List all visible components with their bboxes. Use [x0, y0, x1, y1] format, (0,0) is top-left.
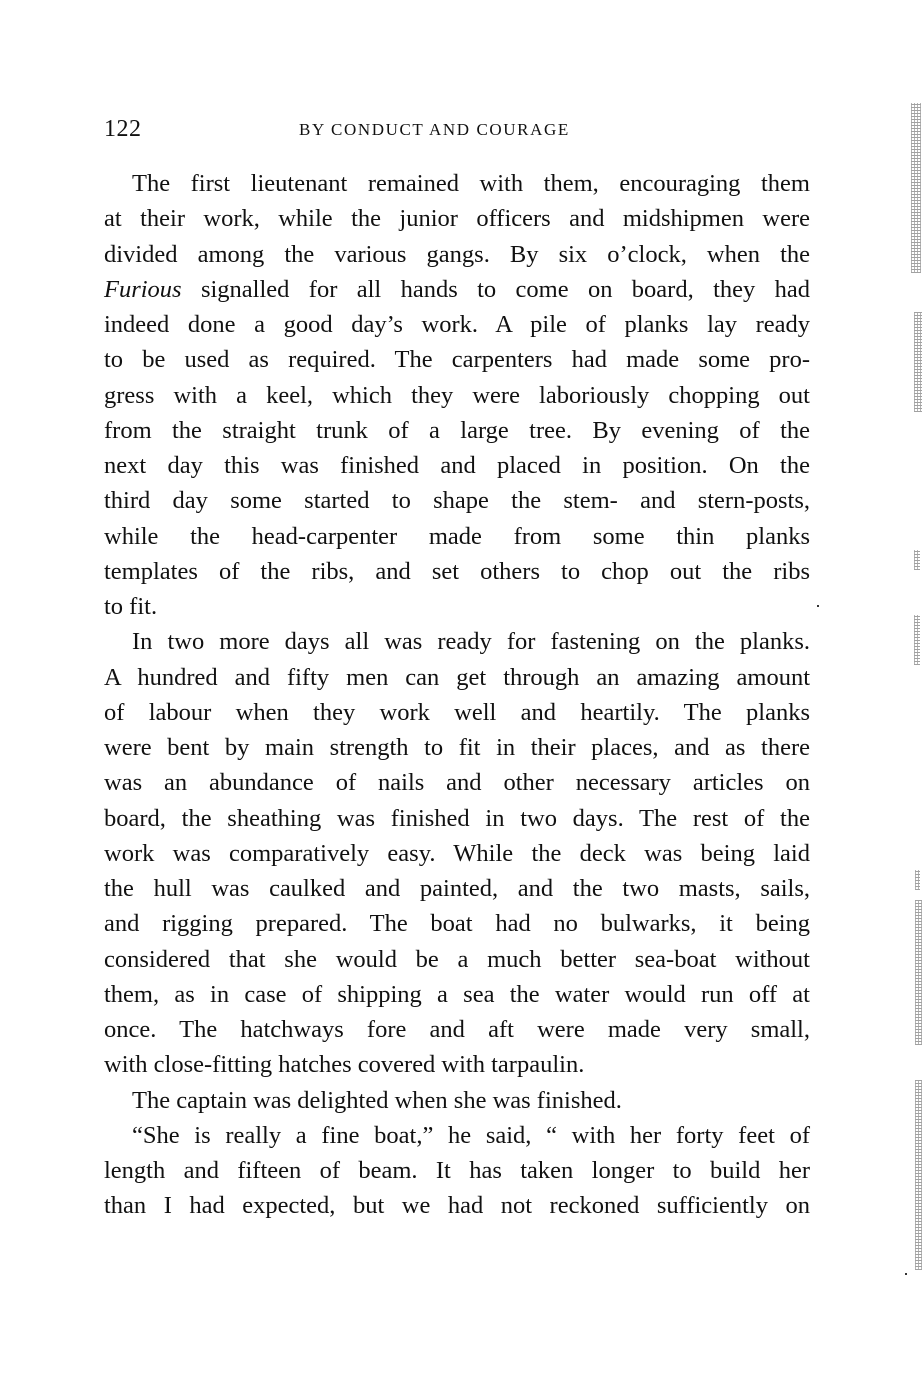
- text-line: were bent by main strength to fit in their places, and as there: [104, 734, 810, 761]
- text-line: In two more days all was ready for fastening on the planks.: [132, 628, 810, 656]
- paragraph: [104, 1118, 810, 1224]
- text-line: to fit.: [104, 593, 158, 620]
- text-line: next day this was finished and placed in position. On the: [104, 452, 810, 479]
- scan-edge-artifact: [915, 870, 920, 890]
- scan-edge-artifact: [915, 1080, 922, 1270]
- body-text: [104, 166, 810, 1224]
- text-line-rest: signalled for all hands to come on board, they had: [200, 275, 811, 303]
- text-line: The first lieutenant remained with them, encouraging them: [132, 170, 810, 197]
- scan-speck: [817, 605, 819, 607]
- text-line: indeed done a good day’s work. A pile of planks lay ready: [104, 311, 810, 338]
- text-line: with close-fitting hatches covered with tarpaulin.: [104, 1051, 585, 1079]
- text-line: considered that she would be a much better sea-boat without: [104, 945, 810, 973]
- scan-edge-artifact: [914, 615, 920, 665]
- ship-name-italic: Furious: [104, 275, 182, 303]
- scan-edge-artifact: [914, 312, 922, 412]
- text-line: board, the sheathing was finished in two days. The rest of the: [104, 804, 810, 832]
- text-line: than I had expected, but we had not reckoned sufficiently on: [104, 1192, 810, 1220]
- text-line: templates of the ribs, and set others to chop out the ribs: [104, 557, 810, 585]
- text-line: the hull was caulked and painted, and the two masts, sails,: [104, 875, 810, 902]
- page-number: 122: [104, 116, 142, 142]
- text-line: [104, 272, 810, 307]
- text-line: third day some started to shape the stem- and stern-posts,: [104, 487, 810, 515]
- text-line: The captain was delighted when she was finished.: [132, 1086, 622, 1114]
- text-line: of labour when they work well and heartily. The planks: [104, 698, 810, 726]
- text-line: while the head-carpenter made from some thin planks: [104, 522, 810, 550]
- paragraph: [104, 624, 810, 1082]
- text-line: to be used as required. The carpenters had made some pro-: [104, 346, 810, 374]
- scan-edge-artifact: [911, 103, 921, 273]
- text-line: from the straight trunk of a large tree. By evening of the: [104, 416, 810, 444]
- text-line: and rigging prepared. The boat had no bulwarks, it being: [104, 910, 810, 938]
- running-head: [104, 112, 810, 148]
- text-line: work was comparatively easy. While the deck was being laid: [104, 839, 810, 867]
- text-line: once. The hatchways fore and aft were made very small,: [104, 1016, 810, 1043]
- scan-speck: [905, 1273, 907, 1275]
- paragraph: [104, 1083, 810, 1118]
- scan-edge-artifact: [914, 550, 920, 570]
- text-line: gress with a keel, which they were laboriously chopping out: [104, 381, 810, 409]
- text-line: A hundred and fifty men can get through an amazing amount: [104, 663, 810, 691]
- text-line: length and fifteen of beam. It has taken longer to build her: [104, 1157, 810, 1184]
- text-line: at their work, while the junior officers and midshipmen were: [104, 205, 810, 233]
- scan-edge-artifact: [915, 900, 922, 1045]
- running-title: BY CONDUCT AND COURAGE: [299, 120, 570, 139]
- text-line: was an abundance of nails and other necessary articles on: [104, 769, 810, 797]
- text-line: divided among the various gangs. By six o’clock, when the: [104, 240, 810, 268]
- paragraph: [104, 166, 810, 624]
- text-line: them, as in case of shipping a sea the water would run off at: [104, 980, 810, 1008]
- text-line: “She is really a fine boat,” he said, “ with her forty feet of: [132, 1121, 810, 1149]
